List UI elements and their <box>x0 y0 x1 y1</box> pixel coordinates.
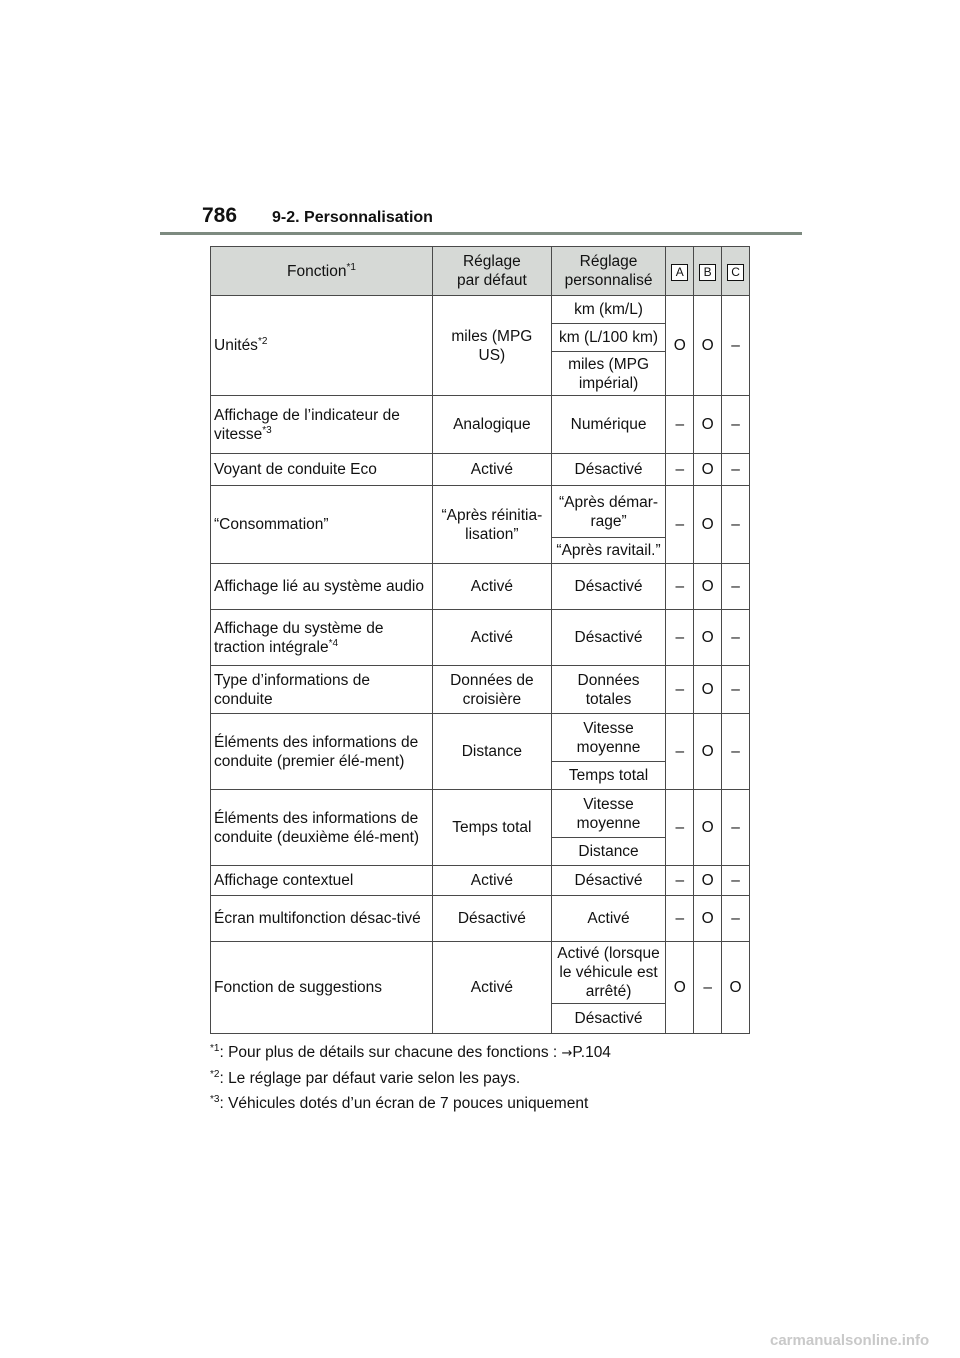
row-function: Éléments des informations de conduite (premier élé-ment) <box>211 714 433 790</box>
page-number: 786 <box>202 204 238 227</box>
header-custom: Réglage personnalisé <box>551 247 666 296</box>
footnote-3: $^{*3}$: Véhicules dotés d’un écran de 7 pouces uniquement <box>210 1093 589 1112</box>
row-function: Voyant de conduite Eco <box>211 454 433 486</box>
table-row <box>211 666 750 714</box>
row-col-b: O <box>694 866 722 896</box>
row-function: Affichage lié au système audio <box>211 564 433 610</box>
row-function: Unités$^{*2}$ <box>211 296 433 396</box>
row-col-c: – <box>722 666 750 714</box>
row-col-c: – <box>722 896 750 942</box>
row-custom: km (km/L) <box>551 296 666 324</box>
row-function: Affichage de l’indicateur de vitesse$^{*3}$ <box>211 396 433 454</box>
row-default: “Après réinitia-lisation” <box>433 486 552 564</box>
row-col-b: O <box>694 790 722 866</box>
row-custom: “Après ravitail.” <box>551 538 666 564</box>
row-col-b: O <box>694 714 722 790</box>
row-custom: Vitesse moyenne <box>551 790 666 838</box>
row-function: Type d’informations de conduite <box>211 666 433 714</box>
row-custom: Temps total <box>551 762 666 790</box>
row-col-a: – <box>666 486 694 564</box>
row-default: Désactivé <box>433 896 552 942</box>
footnote-1: $^{*1}$: Pour plus de détails sur chacune des fonctions : →P.104 <box>210 1042 611 1061</box>
row-col-c: – <box>722 610 750 666</box>
table-row <box>211 396 750 454</box>
footnote-2: $^{*2}$: Le réglage par défaut varie selon les pays. <box>210 1068 521 1087</box>
row-custom: Numérique <box>551 396 666 454</box>
row-col-b: O <box>694 896 722 942</box>
table-row <box>211 866 750 896</box>
row-default: Analogique <box>433 396 552 454</box>
row-custom: Distance <box>551 838 666 866</box>
header-default: Réglage par défaut <box>433 247 552 296</box>
footnotes <box>210 1043 770 1119</box>
page-header <box>160 204 802 234</box>
row-default: Activé <box>433 866 552 896</box>
settings-table <box>210 246 750 1034</box>
row-function: Fonction de suggestions <box>211 942 433 1034</box>
row-custom: km (L/100 km) <box>551 324 666 352</box>
row-custom: Désactivé <box>551 610 666 666</box>
row-custom: Données totales <box>551 666 666 714</box>
row-function: Écran multifonction désac-tivé <box>211 896 433 942</box>
row-custom: miles (MPG impérial) <box>551 352 666 396</box>
row-default: Activé <box>433 942 552 1034</box>
header-col-a: A <box>666 247 694 296</box>
row-col-c: – <box>722 486 750 564</box>
row-col-b: O <box>694 666 722 714</box>
row-function: Affichage contextuel <box>211 866 433 896</box>
header-rule <box>160 232 802 235</box>
row-col-a: – <box>666 610 694 666</box>
table-row <box>211 896 750 942</box>
row-col-a: O <box>666 296 694 396</box>
row-col-c: – <box>722 866 750 896</box>
row-col-b: O <box>694 564 722 610</box>
row-default: Données de croisière <box>433 666 552 714</box>
table-header-row <box>211 247 750 296</box>
row-function: “Consommation” <box>211 486 433 564</box>
row-col-b: O <box>694 486 722 564</box>
row-default: Activé <box>433 454 552 486</box>
row-col-b: O <box>694 610 722 666</box>
row-function: Affichage du système de traction intégrale$^{*4}$ <box>211 610 433 666</box>
row-custom: Vitesse moyenne <box>551 714 666 762</box>
watermark: carmanualsonline.info <box>770 1332 930 1349</box>
row-col-c: – <box>722 396 750 454</box>
row-col-b: – <box>694 942 722 1034</box>
row-col-a: – <box>666 896 694 942</box>
header-col-c: C <box>722 247 750 296</box>
row-col-c: – <box>722 296 750 396</box>
row-custom: Désactivé <box>551 454 666 486</box>
table-row <box>211 564 750 610</box>
row-col-a: – <box>666 564 694 610</box>
table-row <box>211 790 750 838</box>
row-col-a: O <box>666 942 694 1034</box>
row-col-b: O <box>694 396 722 454</box>
row-col-c: O <box>722 942 750 1034</box>
row-col-a: – <box>666 866 694 896</box>
table-row <box>211 714 750 762</box>
row-default: miles (MPG US) <box>433 296 552 396</box>
section-title: 9-2. Personnalisation <box>272 209 433 226</box>
row-custom: “Après démar-rage” <box>551 486 666 538</box>
row-col-b: O <box>694 454 722 486</box>
row-default: Activé <box>433 564 552 610</box>
header-function: Fonction$^{*1}$ <box>211 247 433 296</box>
table-row <box>211 610 750 666</box>
row-col-a: – <box>666 666 694 714</box>
row-custom: Activé <box>551 896 666 942</box>
table-row <box>211 486 750 538</box>
row-col-c: – <box>722 564 750 610</box>
row-col-b: O <box>694 296 722 396</box>
row-default: Distance <box>433 714 552 790</box>
row-custom: Désactivé <box>551 564 666 610</box>
row-col-a: – <box>666 790 694 866</box>
row-col-c: – <box>722 454 750 486</box>
row-col-a: – <box>666 454 694 486</box>
table-body <box>211 296 750 1034</box>
row-default: Temps total <box>433 790 552 866</box>
table-row <box>211 454 750 486</box>
row-col-a: – <box>666 714 694 790</box>
row-col-c: – <box>722 714 750 790</box>
row-col-c: – <box>722 790 750 866</box>
row-custom: Désactivé <box>551 1004 666 1034</box>
table-row <box>211 942 750 1004</box>
row-function: Éléments des informations de conduite (deuxième élé-ment) <box>211 790 433 866</box>
row-col-a: – <box>666 396 694 454</box>
table-row <box>211 296 750 324</box>
row-default: Activé <box>433 610 552 666</box>
row-custom: Activé (lorsque le véhicule est arrêté) <box>551 942 666 1004</box>
row-custom: Désactivé <box>551 866 666 896</box>
header-col-b: B <box>694 247 722 296</box>
